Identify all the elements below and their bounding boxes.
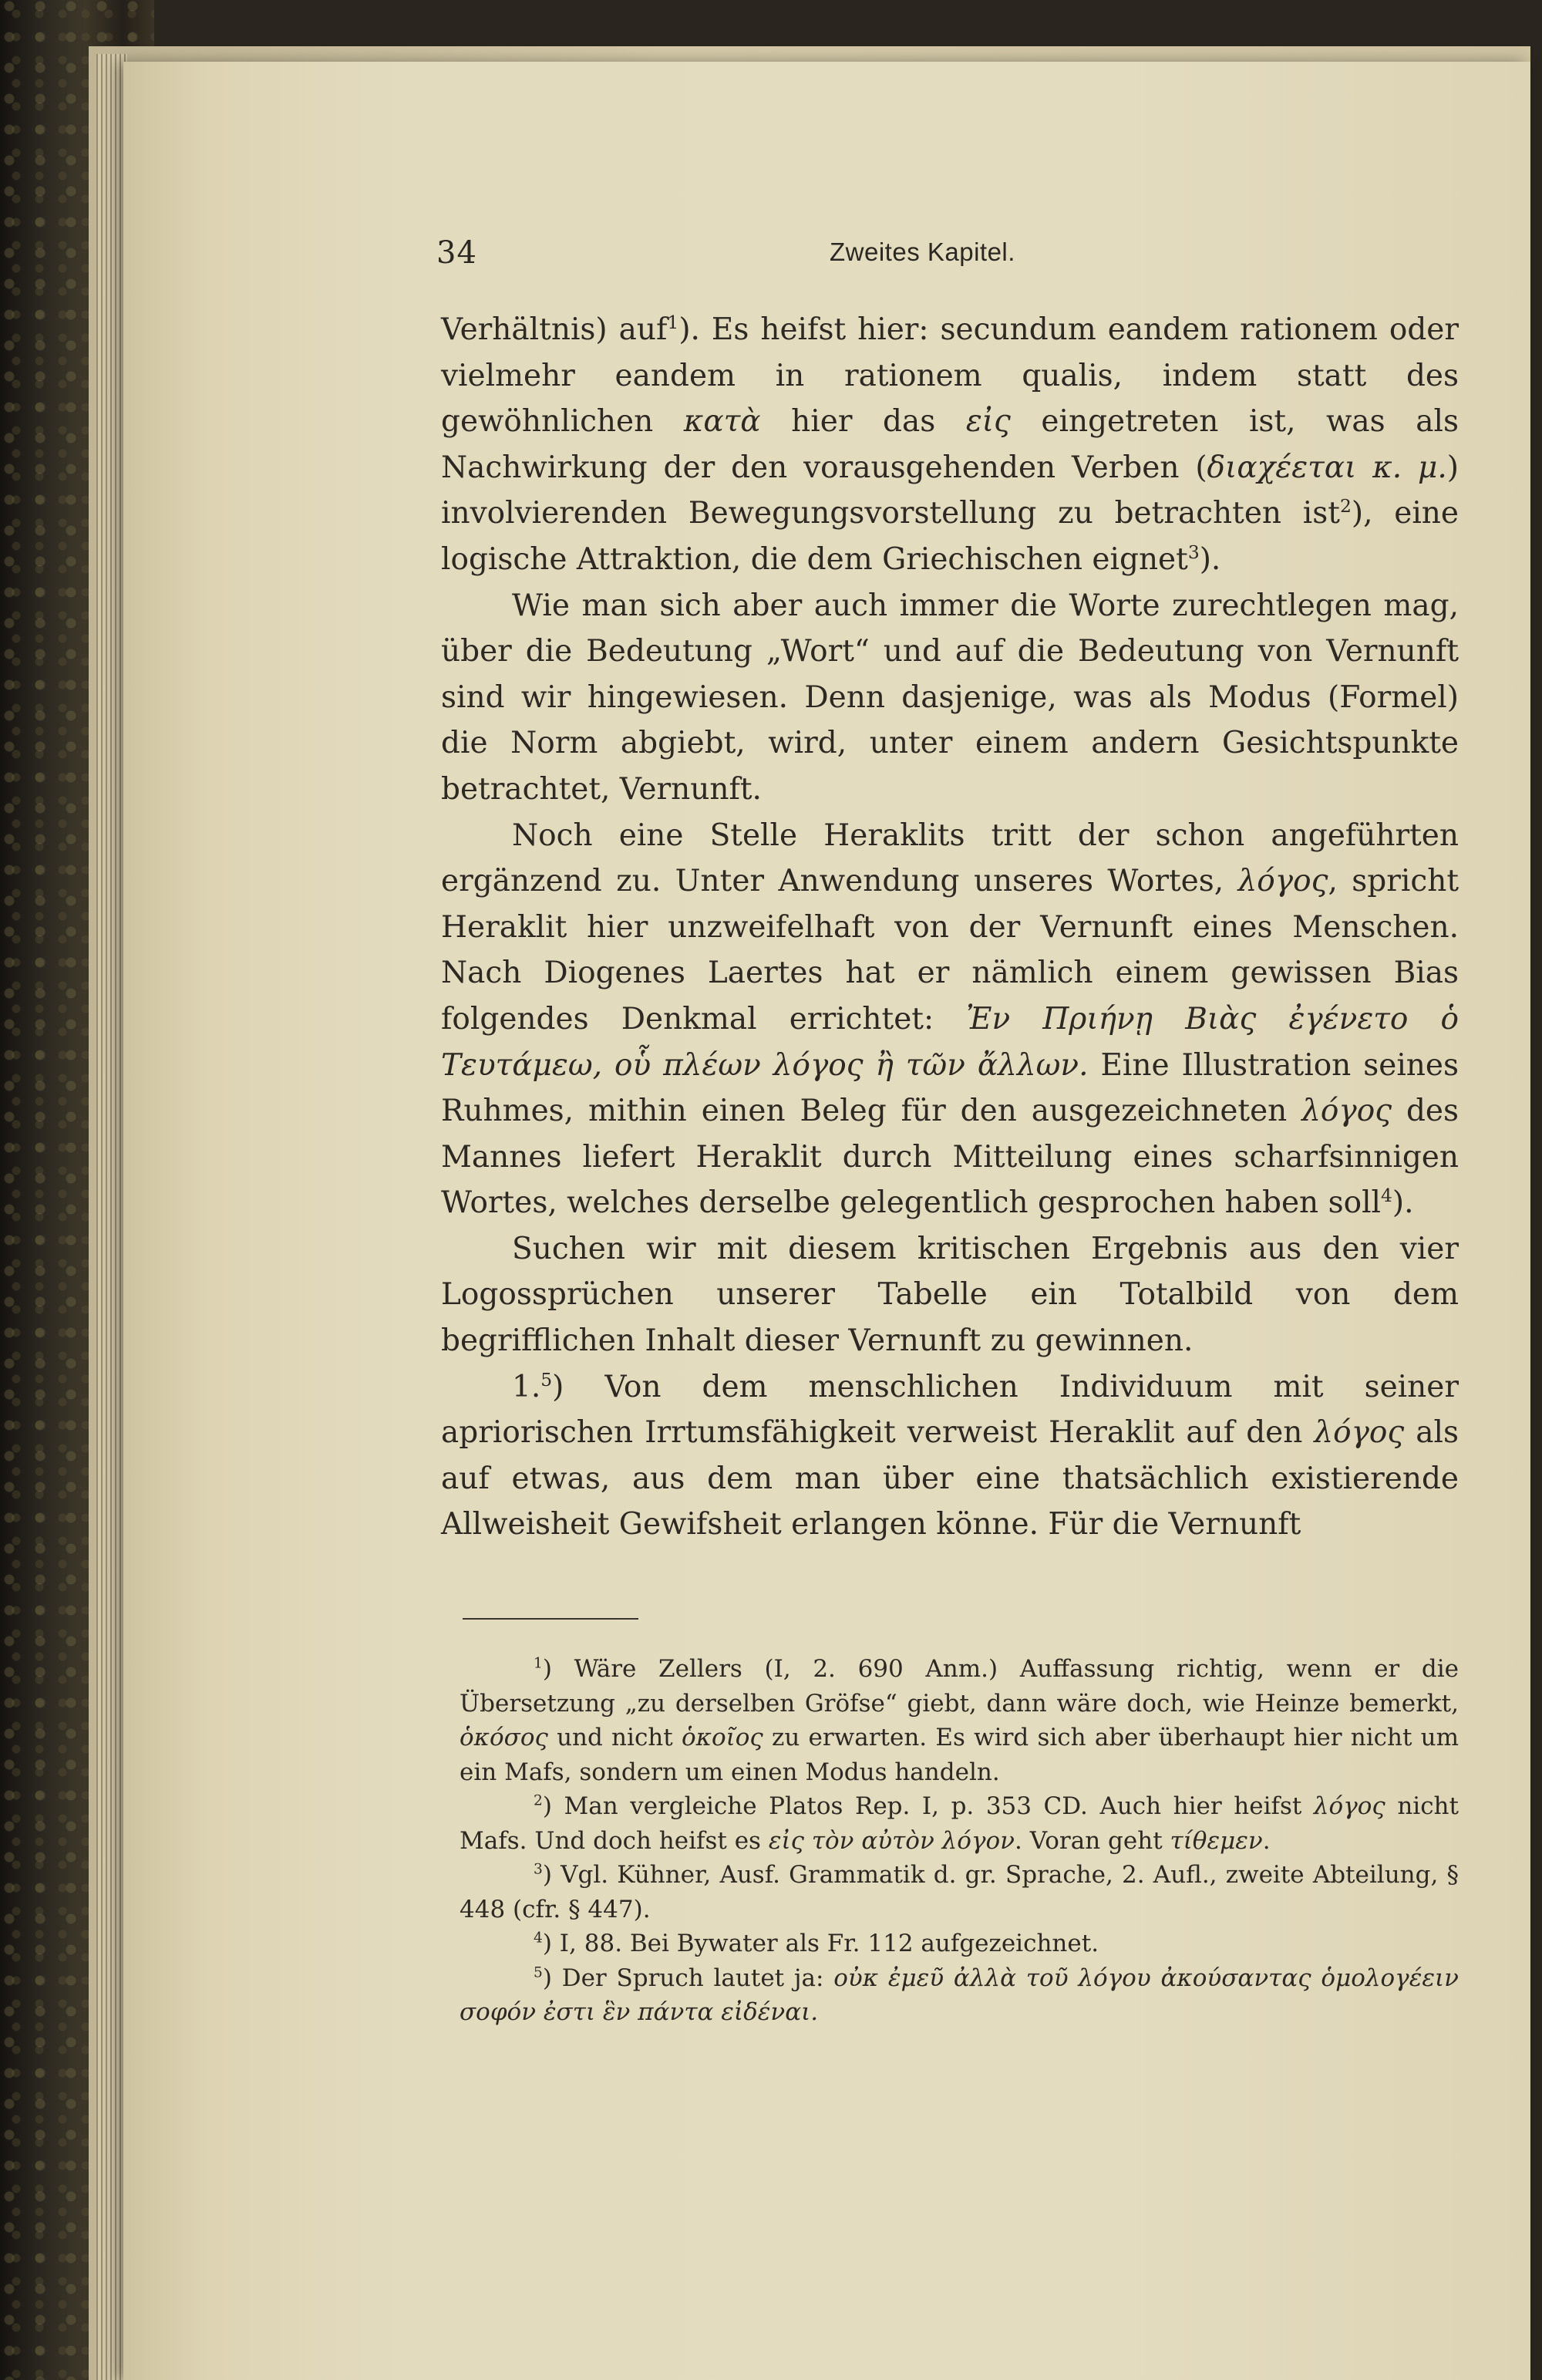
text-run: Suchen wir mit diesem kritischen Ergebnis aus den vier Logossprüchen unserer Tabelle ein Totalbild von dem begrifflichen Inhalt dieser Vernunft zu gewinnen. <box>441 1231 1459 1359</box>
greek-text: ὁκοῖος <box>681 1724 763 1751</box>
text-run: hier das <box>760 404 966 440</box>
text-run: des Mannes liefert Heraklit durch Mitteilung eines scharfsinnigen Wortes, welches derselbe gelegentlich gesprochen haben soll <box>441 1094 1459 1221</box>
text-run: . Voran geht <box>1015 1826 1170 1855</box>
page-header <box>0 235 1542 281</box>
text-run: . <box>1262 1826 1271 1855</box>
text-run: nicht Mafs. Und doch heifst es <box>460 1792 1459 1855</box>
greek-text: κατὰ <box>683 404 761 440</box>
greek-text: εἰς τὸν αὐτὸν λόγον <box>768 1826 1015 1855</box>
greek-text: λόγος <box>1237 864 1328 899</box>
footnotes <box>460 1652 1459 2030</box>
text-run: ) Man vergleiche Platos Rep. I, p. 353 CD. Auch hier heifst <box>542 1792 1314 1820</box>
footnote-marker: 5 <box>534 1964 543 1981</box>
greek-text: λόγος <box>1313 1792 1385 1820</box>
paragraph <box>441 583 1459 813</box>
text-run: ) Der Spruch lautet ja: <box>542 1964 834 1992</box>
greek-text: λόγος <box>1301 1094 1392 1129</box>
greek-text: Ἐν Πριήνῃ Βιὰς ἐγένετο ὁ Τευτάμεω, οὗ πλέων λόγος ἢ τῶν ἄλλων. <box>441 1001 1459 1083</box>
paragraph <box>441 307 1459 583</box>
footnote <box>460 1652 1459 1789</box>
running-title: Zweites Kapitel. <box>830 238 1015 266</box>
page-edges <box>96 54 127 2380</box>
text-run: zu erwarten. Es wird sich aber überhaupt hier nicht um ein Mafs, sondern um einen Modus handeln. <box>460 1724 1459 1786</box>
footnote <box>460 1961 1459 2030</box>
paragraph <box>441 1226 1459 1364</box>
footnote-marker: 3 <box>534 1861 543 1878</box>
footnote-marker: 1 <box>534 1655 543 1672</box>
paragraph <box>441 813 1459 1226</box>
text-run: ) Wäre Zellers (I, 2. 690 Anm.) Auffassung richtig, wenn er die Übersetzung „zu derselben Gröfse“ giebt, dann wäre doch, wie Heinze bemerkt, <box>460 1655 1459 1718</box>
footnote-separator <box>463 1618 638 1620</box>
footnote-marker: 4 <box>1381 1185 1392 1207</box>
footnote-marker: 5 <box>540 1368 553 1391</box>
greek-text: τίθεμεν <box>1170 1826 1263 1855</box>
greek-text: ὁκόσος <box>460 1724 548 1751</box>
text-run: als auf etwas, aus dem man über eine thatsächlich existierende Allweisheit Gewifsheit erlangen könne. Für die Vernunft <box>441 1415 1459 1542</box>
footnote-marker: 4 <box>534 1930 543 1947</box>
text-run: , spricht Heraklit hier unzweifelhaft von der Vernunft eines Menschen. Nach Diogenes Laertes hat er nämlich einem gewissen Bias folgendes Denkmal errichtet: <box>441 864 1459 1037</box>
text-run: ). <box>1392 1185 1414 1221</box>
greek-text: διαχέεται κ. μ. <box>1207 450 1447 485</box>
text-run: ) I, 88. Bei Bywater als Fr. 112 aufgezeichnet. <box>542 1930 1099 1957</box>
text-run: und nicht <box>547 1724 682 1751</box>
text-run: Noch eine Stelle Heraklits tritt der schon angeführten ergänzend zu. Unter Anwendung unseres Wortes, <box>441 817 1459 899</box>
footnote-marker: 2 <box>1339 495 1352 517</box>
greek-text: οὐκ ἐμεῦ ἀλλὰ τοῦ λόγου ἀκούσαντας ὁμολογέειν σοφόν ἐστι ἓν πάντα εἰδέναι. <box>460 1964 1459 2026</box>
text-run: Verhältnis) auf <box>441 312 668 347</box>
text-run: ). Es heifst hier: secundum eandem rationem oder vielmehr eandem in rationem qualis, indem statt des gewöhnlichen <box>441 312 1460 440</box>
body-text <box>441 307 1459 1548</box>
footnote <box>460 1858 1459 1927</box>
footnote-marker: 3 <box>1187 541 1200 563</box>
text-run: 1. <box>512 1369 541 1404</box>
footnote-marker: 2 <box>534 1792 543 1809</box>
footnote <box>460 1927 1459 1961</box>
text-run: ) Vgl. Kühner, Ausf. Grammatik d. gr. Sprache, 2. Aufl., zweite Abteilung, § 448 (cfr. § 447). <box>460 1861 1459 1923</box>
text-run: Wie man sich aber auch immer die Worte zurechtlegen mag, über die Bedeutung „Wort“ und auf die Bedeutung von Vernunft sind wir hingewiesen. Denn dasjenige, was als Modus (Formel) die Norm abgiebt, wird, unter einem andern Gesichtspunkte betrachtet, Vernunft. <box>441 588 1459 807</box>
text-run: Eine Illustration seines Ruhmes, mithin einen Beleg für den ausgezeichneten <box>441 1047 1459 1129</box>
footnote-marker: 1 <box>667 312 679 333</box>
text-run: ). <box>1199 541 1221 577</box>
text-run: ) Von dem menschlichen Individuum mit seiner apriorischen Irrtumsfähigkeit verweist Heraklit auf den <box>441 1369 1459 1451</box>
text-run: eingetreten ist, was als Nachwirkung der den vorausgehenden Verben ( <box>441 404 1459 485</box>
paragraph <box>441 1364 1459 1548</box>
greek-text: λόγος <box>1314 1415 1405 1451</box>
greek-text: εἰς <box>965 404 1011 440</box>
text-run: ) involvierenden Bewegungsvorstellung zu betrachten ist <box>441 450 1459 531</box>
page-number: 34 <box>436 235 477 271</box>
footnote <box>460 1789 1459 1858</box>
text-run: ), eine logische Attraktion, die dem Griechischen eignet <box>441 496 1459 577</box>
